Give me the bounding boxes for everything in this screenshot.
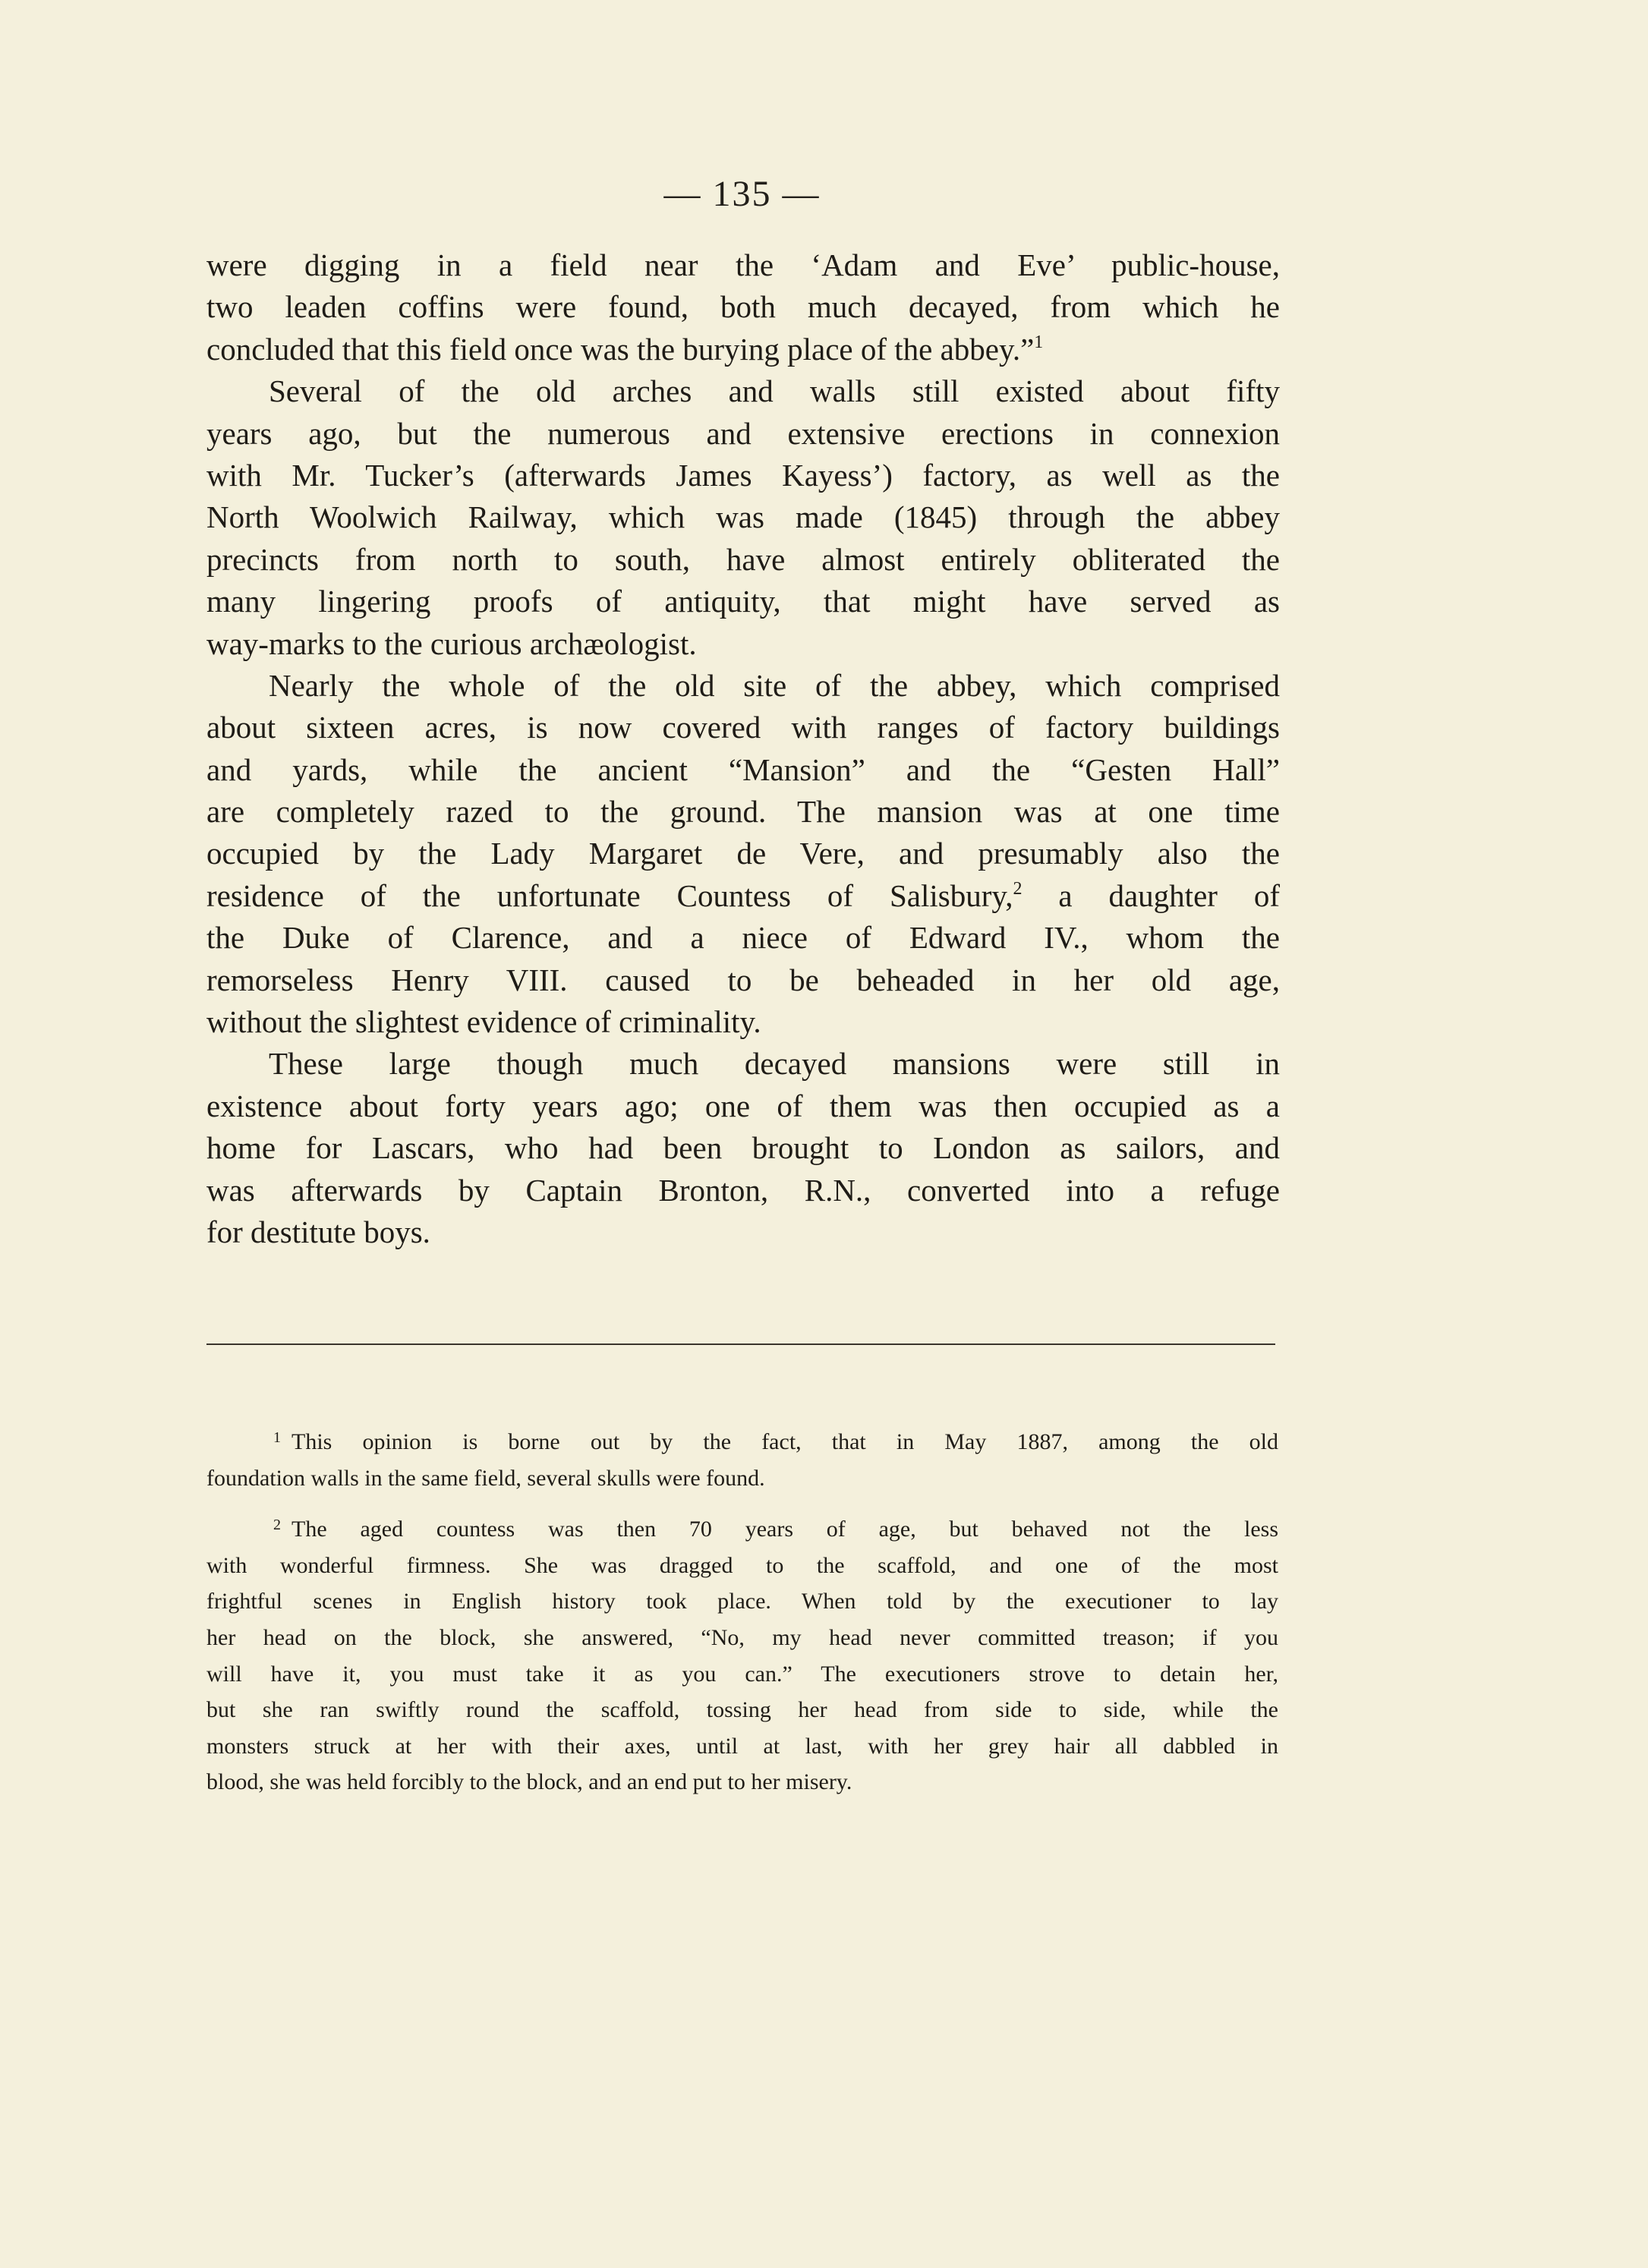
body-text-line	[206, 623, 1280, 665]
body-text-line-text: occupied by the Lady Margaret de Vere, and presumably also the	[206, 836, 1280, 871]
footnote-line	[206, 1620, 1278, 1656]
body-text-line	[206, 244, 1280, 286]
body-text-line-text: home for Lascars, who had been brought to London as sailors, and	[206, 1130, 1280, 1166]
body-text-line-text: These large though much decayed mansions were still in	[269, 1046, 1280, 1082]
body-text-line-text: the Duke of Clarence, and a niece of Edward IV., whom the	[206, 920, 1280, 956]
footnote-line	[206, 1583, 1278, 1620]
body-text-line	[206, 539, 1280, 581]
footnote-line-text: This opinion is borne out by the fact, that in May 1887, among the old	[291, 1429, 1278, 1454]
body-text-line	[206, 749, 1280, 791]
footnote-line-text: foundation walls in the same field, several skulls were found.	[206, 1465, 765, 1491]
body-text-line	[206, 959, 1280, 1001]
body-text-line	[206, 413, 1280, 455]
footnote-marker: 2	[273, 1517, 281, 1534]
body-text-line-text: about sixteen acres, is now covered with ranges of factory buildings	[206, 710, 1280, 745]
body-text-line-text: North Woolwich Railway, which was made (1845) through the abbey	[206, 499, 1280, 535]
footnote-line-text: The aged countess was then 70 years of age, but behaved not the less	[291, 1517, 1278, 1542]
body-text-line-text: were digging in a field near the ‘Adam and Eve’ public-house,	[206, 247, 1280, 282]
footnote-line-text: blood, she was held forcibly to the block, and an end put to her misery.	[206, 1769, 852, 1795]
footnote-line	[206, 1728, 1278, 1765]
footnote-line-text: but she ran swiftly round the scaffold, tossing her head from side to side, while the	[206, 1697, 1278, 1723]
footnote-reference: 1	[1034, 332, 1044, 352]
body-text-line-text: years ago, but the numerous and extensive erections in connexion	[206, 415, 1280, 451]
body-text-line-text: residence of the unfortunate Countess of Salisbury,	[206, 877, 1013, 913]
body-text-line	[206, 791, 1280, 833]
body-text-line	[206, 1211, 1280, 1253]
footnote-line-text: will have it, you must take it as you can.” The executioners strove to detain her,	[206, 1661, 1278, 1687]
footnote-separator-rule	[206, 1343, 1275, 1345]
footnote-line	[206, 1692, 1278, 1728]
footnote-line	[206, 1656, 1278, 1693]
body-text-line-text: existence about forty years ago; one of them was then occupied as a	[206, 1088, 1280, 1123]
footnote-line	[206, 1424, 1278, 1460]
footnote-marker: 1	[273, 1429, 281, 1446]
body-text-line-tail: a daughter of	[1022, 877, 1280, 913]
page-number: — 135 —	[663, 174, 821, 214]
body-text-line	[206, 1127, 1280, 1169]
body-text-line	[206, 1170, 1280, 1211]
footnote-gap	[206, 1496, 1278, 1511]
body-text-line	[206, 455, 1280, 496]
footnote-line-text: frightful scenes in English history took place. When told by the executioner to lay	[206, 1589, 1278, 1614]
body-text-line	[206, 1001, 1280, 1043]
body-text-line	[206, 496, 1280, 538]
body-text-line-text: many lingering proofs of antiquity, that might have served as	[206, 584, 1280, 619]
body-text-line-text: are completely razed to the ground. The mansion was at one time	[206, 794, 1280, 830]
body-text-line-text: remorseless Henry VIII. caused to be beheaded in her old age,	[206, 962, 1280, 997]
main-text	[206, 244, 1280, 1253]
body-text-line	[206, 665, 1280, 707]
footnote-line	[206, 1511, 1278, 1548]
footnotes	[206, 1424, 1278, 1800]
body-text-line	[206, 875, 1280, 917]
body-text-line	[206, 286, 1280, 328]
body-text-line	[206, 1043, 1280, 1085]
body-text-line	[206, 329, 1280, 370]
body-text-line	[206, 707, 1280, 748]
footnote-line	[206, 1548, 1278, 1584]
body-text-line-text: Nearly the whole of the old site of the abbey, which comprised	[269, 667, 1280, 703]
body-text-line	[206, 370, 1280, 412]
body-text-line-text: was afterwards by Captain Bronton, R.N., converted into a refuge	[206, 1172, 1280, 1208]
footnote-line-text: monsters struck at her with their axes, until at last, with her grey hair all dabbled in	[206, 1733, 1278, 1759]
body-text-line-text: for destitute boys.	[206, 1214, 430, 1249]
body-text-line-text: precincts from north to south, have almost entirely obliterated the	[206, 541, 1280, 577]
body-text-line	[206, 1085, 1280, 1127]
body-text-line-text: with Mr. Tucker’s (afterwards James Kayess’) factory, as well as the	[206, 457, 1280, 493]
body-text-line-text: and yards, while the ancient “Mansion” and the “Gesten Hall”	[206, 751, 1280, 787]
body-text-line-text: two leaden coffins were found, both much decayed, from which he	[206, 289, 1280, 325]
footnote-line	[206, 1460, 1278, 1497]
body-text-line-text: without the slightest evidence of criminality.	[206, 1004, 761, 1040]
footnote-reference: 2	[1013, 878, 1023, 899]
body-text-line-text: Several of the old arches and walls still existed about fifty	[269, 373, 1280, 409]
footnote-line	[206, 1764, 1278, 1800]
body-text-line	[206, 581, 1280, 622]
footnote-line-text: her head on the block, she answered, “No, my head never committed treason; if you	[206, 1624, 1278, 1650]
body-text-line-text: way-marks to the curious archæologist.	[206, 625, 697, 661]
footnote-line-text: with wonderful firmness. She was dragged to the scaffold, and one of the most	[206, 1552, 1278, 1578]
body-text-line-text: concluded that this field once was the burying place of the abbey.”	[206, 331, 1035, 367]
body-text-line	[206, 833, 1280, 874]
body-text-line	[206, 917, 1280, 959]
